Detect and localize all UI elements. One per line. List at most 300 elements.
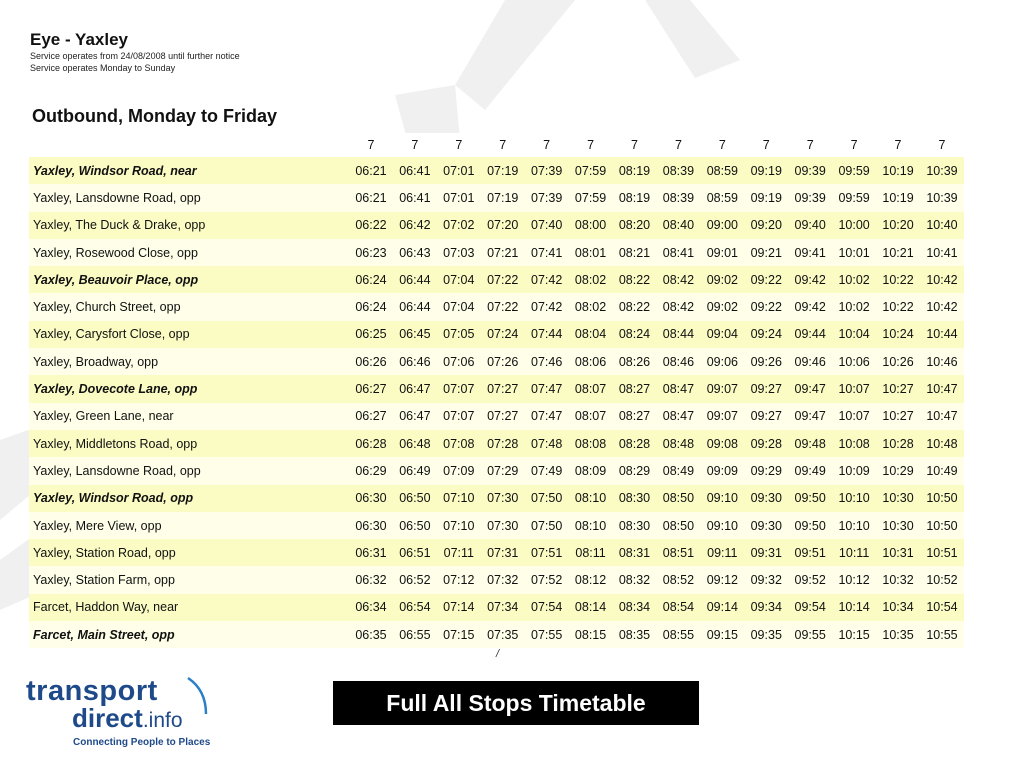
- departure-time: 08:59: [700, 184, 744, 211]
- departure-time: 09:59: [832, 157, 876, 184]
- stop-name: Yaxley, Lansdowne Road, opp: [29, 457, 349, 484]
- departure-time: 06:24: [349, 293, 393, 320]
- logo-arc-icon: [184, 676, 214, 716]
- stop-name: Yaxley, Station Farm, opp: [29, 566, 349, 593]
- departure-time: 07:19: [481, 184, 525, 211]
- departure-time: 07:07: [437, 403, 481, 430]
- departure-time: 06:30: [349, 485, 393, 512]
- departure-time: 09:10: [700, 485, 744, 512]
- departure-time: 08:08: [569, 430, 613, 457]
- departure-time: 06:54: [393, 594, 437, 621]
- timetable: [29, 133, 964, 648]
- departure-time: 10:34: [876, 594, 920, 621]
- header-blank-cell: [29, 133, 349, 157]
- stop-name: Yaxley, Dovecote Lane, opp: [29, 375, 349, 402]
- departure-time: 10:39: [920, 157, 964, 184]
- departure-time: 10:51: [920, 539, 964, 566]
- departure-time: 10:44: [920, 321, 964, 348]
- departure-time: 07:42: [525, 293, 569, 320]
- departure-time: 09:22: [744, 293, 788, 320]
- departure-time: 06:50: [393, 512, 437, 539]
- stop-name: Yaxley, Windsor Road, near: [29, 157, 349, 184]
- departure-time: 09:27: [744, 375, 788, 402]
- service-number: 7: [393, 133, 437, 157]
- departure-time: 09:21: [744, 239, 788, 266]
- departure-time: 08:59: [700, 157, 744, 184]
- departure-time: 08:50: [656, 485, 700, 512]
- departure-time: 09:01: [700, 239, 744, 266]
- stop-name: Yaxley, Middletons Road, opp: [29, 430, 349, 457]
- departure-time: 09:48: [788, 430, 832, 457]
- departure-time: 08:39: [656, 157, 700, 184]
- stop-name: Yaxley, Broadway, opp: [29, 348, 349, 375]
- departure-time: 06:41: [393, 157, 437, 184]
- departure-time: 09:54: [788, 594, 832, 621]
- departure-time: 07:47: [525, 375, 569, 402]
- departure-time: 09:47: [788, 375, 832, 402]
- departure-time: 08:19: [613, 184, 657, 211]
- departure-time: 09:47: [788, 403, 832, 430]
- departure-time: 08:14: [569, 594, 613, 621]
- departure-time: 08:52: [656, 566, 700, 593]
- departure-time: 08:32: [613, 566, 657, 593]
- departure-time: 07:15: [437, 621, 481, 648]
- departure-time: 10:54: [920, 594, 964, 621]
- departure-time: 09:39: [788, 184, 832, 211]
- departure-time: 08:29: [613, 457, 657, 484]
- departure-time: 07:54: [525, 594, 569, 621]
- departure-time: 07:46: [525, 348, 569, 375]
- departure-time: 09:15: [700, 621, 744, 648]
- departure-time: 06:29: [349, 457, 393, 484]
- table-row: [29, 539, 964, 566]
- departure-time: 08:27: [613, 375, 657, 402]
- departure-time: 06:47: [393, 375, 437, 402]
- service-dates-notice: Service operates from 24/08/2008 until further notice: [30, 51, 240, 61]
- departure-time: 06:27: [349, 403, 393, 430]
- logo-direct-text: direct: [72, 703, 143, 733]
- departure-time: 10:22: [876, 293, 920, 320]
- departure-time: 06:45: [393, 321, 437, 348]
- departure-time: 06:55: [393, 621, 437, 648]
- departure-time: 07:29: [481, 457, 525, 484]
- service-number: 7: [832, 133, 876, 157]
- departure-time: 07:55: [525, 621, 569, 648]
- departure-time: 10:10: [832, 485, 876, 512]
- stop-name: Yaxley, The Duck & Drake, opp: [29, 212, 349, 239]
- departure-time: 07:03: [437, 239, 481, 266]
- departure-time: 09:29: [744, 457, 788, 484]
- departure-time: 08:28: [613, 430, 657, 457]
- departure-time: 07:14: [437, 594, 481, 621]
- departure-time: 07:48: [525, 430, 569, 457]
- service-number: 7: [613, 133, 657, 157]
- stop-name: Yaxley, Lansdowne Road, opp: [29, 184, 349, 211]
- departure-time: 10:01: [832, 239, 876, 266]
- service-number: 7: [349, 133, 393, 157]
- departure-time: 10:48: [920, 430, 964, 457]
- departure-time: 06:44: [393, 266, 437, 293]
- departure-time: 08:44: [656, 321, 700, 348]
- departure-time: 10:55: [920, 621, 964, 648]
- departure-time: 08:24: [613, 321, 657, 348]
- departure-time: 07:01: [437, 157, 481, 184]
- service-number: 7: [569, 133, 613, 157]
- departure-time: 06:35: [349, 621, 393, 648]
- departure-time: 10:30: [876, 512, 920, 539]
- departure-time: 09:20: [744, 212, 788, 239]
- table-row: [29, 348, 964, 375]
- departure-time: 06:46: [393, 348, 437, 375]
- departure-time: 09:26: [744, 348, 788, 375]
- departure-time: 07:39: [525, 157, 569, 184]
- departure-time: 08:42: [656, 266, 700, 293]
- departure-time: 10:15: [832, 621, 876, 648]
- departure-time: 10:49: [920, 457, 964, 484]
- logo-word-transport: transport: [26, 675, 158, 707]
- departure-time: 09:04: [700, 321, 744, 348]
- stop-name: Yaxley, Mere View, opp: [29, 512, 349, 539]
- departure-time: 10:42: [920, 293, 964, 320]
- departure-time: 10:50: [920, 485, 964, 512]
- departure-time: 10:09: [832, 457, 876, 484]
- departure-time: 08:00: [569, 212, 613, 239]
- departure-time: 07:02: [437, 212, 481, 239]
- service-number: 7: [788, 133, 832, 157]
- departure-time: 08:09: [569, 457, 613, 484]
- departure-time: 06:42: [393, 212, 437, 239]
- departure-time: 07:35: [481, 621, 525, 648]
- departure-time: 09:11: [700, 539, 744, 566]
- departure-time: 07:04: [437, 266, 481, 293]
- departure-time: 06:26: [349, 348, 393, 375]
- departure-time: 06:32: [349, 566, 393, 593]
- service-number: 7: [700, 133, 744, 157]
- footer-mark: /: [496, 648, 500, 660]
- departure-time: 07:12: [437, 566, 481, 593]
- departure-time: 09:24: [744, 321, 788, 348]
- departure-time: 07:51: [525, 539, 569, 566]
- departure-time: 06:24: [349, 266, 393, 293]
- departure-time: 07:08: [437, 430, 481, 457]
- departure-time: 08:06: [569, 348, 613, 375]
- departure-time: 10:27: [876, 403, 920, 430]
- stop-name: Yaxley, Rosewood Close, opp: [29, 239, 349, 266]
- departure-time: 09:35: [744, 621, 788, 648]
- full-all-stops-timetable-button[interactable]: Full All Stops Timetable: [333, 681, 699, 725]
- service-number: 7: [656, 133, 700, 157]
- departure-time: 09:30: [744, 512, 788, 539]
- departure-time: 10:28: [876, 430, 920, 457]
- departure-time: 09:09: [700, 457, 744, 484]
- departure-time: 09:14: [700, 594, 744, 621]
- departure-time: 07:32: [481, 566, 525, 593]
- departure-time: 10:50: [920, 512, 964, 539]
- departure-time: 09:42: [788, 293, 832, 320]
- departure-time: 07:31: [481, 539, 525, 566]
- departure-time: 09:46: [788, 348, 832, 375]
- departure-time: 07:04: [437, 293, 481, 320]
- route-title: Eye - Yaxley: [30, 30, 128, 49]
- departure-time: 06:48: [393, 430, 437, 457]
- departure-time: 07:05: [437, 321, 481, 348]
- departure-time: 08:21: [613, 239, 657, 266]
- departure-time: 10:21: [876, 239, 920, 266]
- departure-time: 09:19: [744, 157, 788, 184]
- departure-time: 07:50: [525, 485, 569, 512]
- departure-time: 08:20: [613, 212, 657, 239]
- departure-time: 08:12: [569, 566, 613, 593]
- departure-time: 09:32: [744, 566, 788, 593]
- departure-time: 07:06: [437, 348, 481, 375]
- departure-time: 09:30: [744, 485, 788, 512]
- departure-time: 10:22: [876, 266, 920, 293]
- transport-direct-logo[interactable]: [26, 676, 236, 756]
- departure-time: 09:42: [788, 266, 832, 293]
- departure-time: 08:15: [569, 621, 613, 648]
- departure-time: 08:47: [656, 403, 700, 430]
- departure-time: 08:34: [613, 594, 657, 621]
- departure-time: 09:55: [788, 621, 832, 648]
- departure-time: 07:26: [481, 348, 525, 375]
- departure-time: 10:46: [920, 348, 964, 375]
- departure-time: 10:20: [876, 212, 920, 239]
- departure-time: 10:52: [920, 566, 964, 593]
- departure-time: 10:19: [876, 184, 920, 211]
- departure-time: 07:44: [525, 321, 569, 348]
- departure-time: 07:47: [525, 403, 569, 430]
- table-row: [29, 157, 964, 184]
- logo-word-direct: [72, 703, 183, 736]
- departure-time: 06:34: [349, 594, 393, 621]
- timetable-grid: [29, 133, 964, 648]
- departure-time: 08:02: [569, 266, 613, 293]
- table-row: [29, 430, 964, 457]
- departure-time: 09:19: [744, 184, 788, 211]
- table-row: [29, 239, 964, 266]
- departure-time: 06:23: [349, 239, 393, 266]
- stop-name: Yaxley, Green Lane, near: [29, 403, 349, 430]
- departure-time: 06:27: [349, 375, 393, 402]
- departure-time: 08:47: [656, 375, 700, 402]
- departure-time: 08:07: [569, 403, 613, 430]
- table-row: [29, 457, 964, 484]
- service-number: 7: [437, 133, 481, 157]
- departure-time: 06:21: [349, 184, 393, 211]
- departure-time: 10:30: [876, 485, 920, 512]
- departure-time: 08:19: [613, 157, 657, 184]
- departure-time: 07:59: [569, 184, 613, 211]
- departure-time: 06:44: [393, 293, 437, 320]
- departure-time: 07:27: [481, 403, 525, 430]
- departure-time: 06:22: [349, 212, 393, 239]
- service-number-row: [29, 133, 964, 157]
- departure-time: 07:52: [525, 566, 569, 593]
- departure-time: 07:20: [481, 212, 525, 239]
- departure-time: 07:22: [481, 293, 525, 320]
- service-number: 7: [876, 133, 920, 157]
- departure-time: 07:27: [481, 375, 525, 402]
- departure-time: 07:07: [437, 375, 481, 402]
- departure-time: 08:22: [613, 293, 657, 320]
- table-row: [29, 512, 964, 539]
- departure-time: 07:09: [437, 457, 481, 484]
- departure-time: 06:25: [349, 321, 393, 348]
- departure-time: 09:08: [700, 430, 744, 457]
- departure-time: 10:47: [920, 403, 964, 430]
- departure-time: 09:34: [744, 594, 788, 621]
- departure-time: 10:11: [832, 539, 876, 566]
- departure-time: 10:26: [876, 348, 920, 375]
- logo-info-suffix: .info: [142, 709, 183, 732]
- departure-time: 07:28: [481, 430, 525, 457]
- departure-time: 08:42: [656, 293, 700, 320]
- departure-time: 09:27: [744, 403, 788, 430]
- departure-time: 10:35: [876, 621, 920, 648]
- departure-time: 06:31: [349, 539, 393, 566]
- departure-time: 08:49: [656, 457, 700, 484]
- departure-time: 10:27: [876, 375, 920, 402]
- departure-time: 09:12: [700, 566, 744, 593]
- departure-time: 06:21: [349, 157, 393, 184]
- departure-time: 06:28: [349, 430, 393, 457]
- departure-time: 06:43: [393, 239, 437, 266]
- departure-time: 09:31: [744, 539, 788, 566]
- stop-name: Yaxley, Windsor Road, opp: [29, 485, 349, 512]
- departure-time: 07:39: [525, 184, 569, 211]
- service-number: 7: [744, 133, 788, 157]
- departure-time: 10:31: [876, 539, 920, 566]
- table-row: [29, 485, 964, 512]
- departure-time: 10:02: [832, 266, 876, 293]
- departure-time: 07:10: [437, 485, 481, 512]
- section-title: Outbound, Monday to Friday: [32, 106, 277, 126]
- departure-time: 06:30: [349, 512, 393, 539]
- departure-time: 08:01: [569, 239, 613, 266]
- service-number: 7: [920, 133, 964, 157]
- departure-time: 09:50: [788, 512, 832, 539]
- departure-time: 08:39: [656, 184, 700, 211]
- departure-time: 09:59: [832, 184, 876, 211]
- departure-time: 07:50: [525, 512, 569, 539]
- departure-time: 07:49: [525, 457, 569, 484]
- departure-time: 07:19: [481, 157, 525, 184]
- departure-time: 10:14: [832, 594, 876, 621]
- departure-time: 09:40: [788, 212, 832, 239]
- departure-time: 07:30: [481, 485, 525, 512]
- table-row: [29, 266, 964, 293]
- departure-time: 07:22: [481, 266, 525, 293]
- departure-time: 08:31: [613, 539, 657, 566]
- departure-time: 09:41: [788, 239, 832, 266]
- departure-time: 08:54: [656, 594, 700, 621]
- departure-time: 07:01: [437, 184, 481, 211]
- table-row: [29, 375, 964, 402]
- departure-time: 08:10: [569, 485, 613, 512]
- stop-name: Yaxley, Beauvoir Place, opp: [29, 266, 349, 293]
- service-number: 7: [525, 133, 569, 157]
- departure-time: 07:10: [437, 512, 481, 539]
- departure-time: 08:27: [613, 403, 657, 430]
- stop-name: Farcet, Main Street, opp: [29, 621, 349, 648]
- departure-time: 09:52: [788, 566, 832, 593]
- departure-time: 06:50: [393, 485, 437, 512]
- departure-time: 08:30: [613, 485, 657, 512]
- service-number: 7: [481, 133, 525, 157]
- departure-time: 08:11: [569, 539, 613, 566]
- departure-time: 09:06: [700, 348, 744, 375]
- table-row: [29, 184, 964, 211]
- departure-time: 10:19: [876, 157, 920, 184]
- departure-time: 09:49: [788, 457, 832, 484]
- departure-time: 09:51: [788, 539, 832, 566]
- departure-time: 08:30: [613, 512, 657, 539]
- departure-time: 08:22: [613, 266, 657, 293]
- departure-time: 07:59: [569, 157, 613, 184]
- departure-time: 08:04: [569, 321, 613, 348]
- departure-time: 10:08: [832, 430, 876, 457]
- departure-time: 10:06: [832, 348, 876, 375]
- departure-time: 06:52: [393, 566, 437, 593]
- departure-time: 10:04: [832, 321, 876, 348]
- departure-time: 09:07: [700, 403, 744, 430]
- departure-time: 10:10: [832, 512, 876, 539]
- departure-time: 07:30: [481, 512, 525, 539]
- departure-time: 09:00: [700, 212, 744, 239]
- stop-name: Yaxley, Carysfort Close, opp: [29, 321, 349, 348]
- departure-time: 07:34: [481, 594, 525, 621]
- departure-time: 08:55: [656, 621, 700, 648]
- departure-time: 08:35: [613, 621, 657, 648]
- departure-time: 06:49: [393, 457, 437, 484]
- stop-name: Yaxley, Station Road, opp: [29, 539, 349, 566]
- departure-time: 09:28: [744, 430, 788, 457]
- departure-time: 10:12: [832, 566, 876, 593]
- departure-time: 08:48: [656, 430, 700, 457]
- stop-name: Yaxley, Church Street, opp: [29, 293, 349, 320]
- departure-time: 10:42: [920, 266, 964, 293]
- logo-tagline: Connecting People to Places: [73, 737, 211, 748]
- departure-time: 09:22: [744, 266, 788, 293]
- table-row: [29, 321, 964, 348]
- departure-time: 09:44: [788, 321, 832, 348]
- departure-time: 10:07: [832, 375, 876, 402]
- departure-time: 09:50: [788, 485, 832, 512]
- departure-time: 09:39: [788, 157, 832, 184]
- departure-time: 08:26: [613, 348, 657, 375]
- departure-time: 08:51: [656, 539, 700, 566]
- departure-time: 07:21: [481, 239, 525, 266]
- departure-time: 09:02: [700, 293, 744, 320]
- departure-time: 08:07: [569, 375, 613, 402]
- table-row: [29, 566, 964, 593]
- departure-time: 08:46: [656, 348, 700, 375]
- departure-time: 10:40: [920, 212, 964, 239]
- table-row: [29, 212, 964, 239]
- departure-time: 07:24: [481, 321, 525, 348]
- departure-time: 10:32: [876, 566, 920, 593]
- departure-time: 08:50: [656, 512, 700, 539]
- service-days-notice: Service operates Monday to Sunday: [30, 63, 176, 73]
- table-row: [29, 594, 964, 621]
- departure-time: 09:07: [700, 375, 744, 402]
- departure-time: 10:29: [876, 457, 920, 484]
- departure-time: 10:47: [920, 375, 964, 402]
- departure-time: 10:24: [876, 321, 920, 348]
- departure-time: 10:02: [832, 293, 876, 320]
- table-row: [29, 293, 964, 320]
- departure-time: 08:02: [569, 293, 613, 320]
